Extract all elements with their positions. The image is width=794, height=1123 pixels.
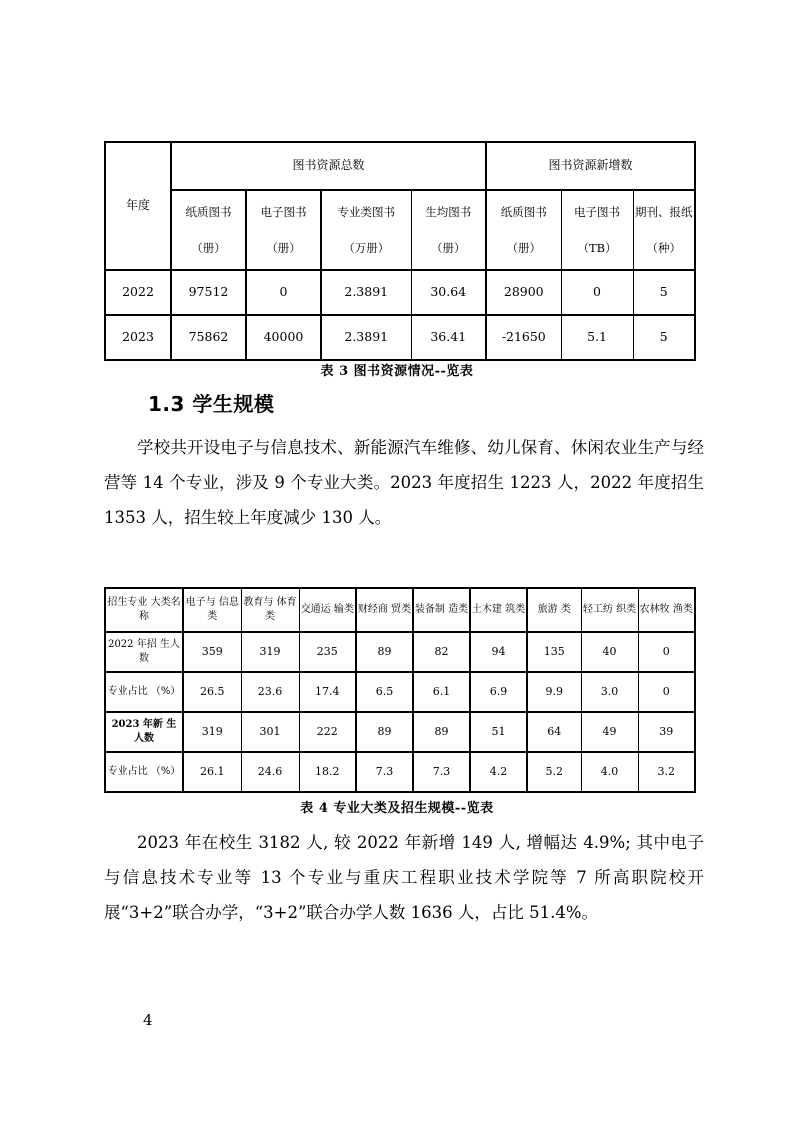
section-heading-1-3: 1.3 学生规模: [148, 392, 275, 416]
header-col-textile: [581, 588, 638, 632]
cell-value: 36.41: [411, 315, 486, 360]
header-col-education: [241, 588, 299, 632]
header-label: 纸质图书: [185, 204, 232, 219]
cell-value: -21650: [486, 315, 561, 360]
cell-value: 89: [356, 632, 413, 672]
row-label-2023-percent: [105, 752, 183, 792]
cell-value: 17.4: [299, 672, 356, 712]
header-label-line1: 电子与: [185, 596, 216, 608]
table-row: [105, 752, 695, 792]
major-categories-table: [104, 587, 696, 793]
cell-year: 2023: [105, 315, 171, 360]
cell-value: 3.0: [581, 672, 638, 712]
cell-year: 2022: [105, 270, 171, 315]
header-label-line2: 输类: [333, 603, 354, 615]
cell-value: 75862: [171, 315, 246, 360]
header-label: 期刊、报纸: [635, 204, 693, 219]
row-label-line1: 专业占比: [107, 765, 148, 777]
cell-value: 5.2: [527, 752, 581, 792]
header-unit: （TB）: [577, 240, 617, 255]
cell-value: 89: [356, 712, 413, 752]
header-label-line1: 教育与: [243, 596, 274, 608]
header-label-line2: 大类名称: [139, 596, 181, 622]
table-3-caption: 表 3 图书资源情况--览表: [320, 364, 474, 379]
row-label-line1: 2023 年新: [111, 718, 163, 730]
cell-value: 26.1: [183, 752, 241, 792]
cell-value: 4.0: [581, 752, 638, 792]
cell-value: 5: [633, 315, 695, 360]
cell-value: 3.2: [638, 752, 695, 792]
header-col-equipment: [413, 588, 470, 632]
header-label-line1: 交通运: [300, 603, 331, 615]
header-unit: （万册）: [343, 240, 390, 255]
header-label-line2: 贸类: [391, 603, 412, 615]
cell-value: 6.5: [356, 672, 413, 712]
cell-value: 51: [470, 712, 527, 752]
cell-value: 2.3891: [321, 315, 411, 360]
cell-value: 6.9: [470, 672, 527, 712]
header-label-line2: 渔类: [672, 603, 693, 615]
cell-value: 97512: [171, 270, 246, 315]
table-subheader-row: [105, 190, 695, 270]
paragraph-student-scale-intro: 学校共开设电子与信息技术、新能源汽车维修、幼儿保育、休闲农业生产与经营等 14 个专业，涉及 9 个专业大类。2023 年度招生 1223 人，2022 年度招生 1353 人，招生较上年度减少 130 人。: [104, 438, 704, 527]
header-col-tourism: [527, 588, 581, 632]
cell-value: 222: [299, 712, 356, 752]
table-4-caption: 表 4 专业大类及招生规模--览表: [300, 801, 494, 816]
header-label-line1: 轻工纺: [582, 603, 613, 615]
row-label-line2: 生人数: [134, 718, 177, 744]
header-major-category: [105, 588, 183, 632]
header-col-finance: [356, 588, 413, 632]
cell-value: 0: [246, 270, 321, 315]
cell-value: 30.64: [411, 270, 486, 315]
header-ebooks: [246, 190, 321, 270]
cell-value: 0: [638, 632, 695, 672]
table-header-row: [105, 588, 695, 632]
cell-value: 39: [638, 712, 695, 752]
paragraph-enrollment-summary: 2023 年在校生 3182 人, 较 2022 年新增 149 人, 增幅达 4.9%; 其中电子与信息技术专业等 13 个专业与重庆工程职业技术学院等 7 所高职院校开展“3+2”联合办学，“3+2”联合办学人数 1636 人，占比 51.4%。: [104, 833, 704, 922]
header-label-line2: 体育类: [265, 596, 297, 622]
table-row: [105, 712, 695, 752]
header-unit: （册）: [431, 240, 466, 255]
header-paper-books: [171, 190, 246, 270]
table-row: [105, 270, 695, 315]
header-unit: （册）: [266, 240, 301, 255]
header-label: 电子图书: [260, 204, 307, 219]
cell-value: 301: [241, 712, 299, 752]
cell-value: 359: [183, 632, 241, 672]
cell-value: 24.6: [241, 752, 299, 792]
header-label: 纸质图书: [500, 204, 547, 219]
row-label-2022-percent: [105, 672, 183, 712]
table-group-header-row: [105, 142, 695, 190]
header-periodicals: [633, 190, 695, 270]
cell-value: 6.1: [413, 672, 470, 712]
header-col-agriculture: [638, 588, 695, 632]
header-new-ebooks: [561, 190, 633, 270]
header-label: 电子图书: [574, 204, 621, 219]
row-label-2023-enrollment: [105, 712, 183, 752]
header-unit: （册）: [191, 240, 226, 255]
table-row: [105, 632, 695, 672]
header-label-line1: 旅游: [537, 603, 558, 615]
header-new-paper-books: [486, 190, 561, 270]
cell-value: 23.6: [241, 672, 299, 712]
cell-value: 82: [413, 632, 470, 672]
cell-value: 0: [638, 672, 695, 712]
header-label-line2: 造类: [448, 603, 469, 615]
cell-value: 7.3: [356, 752, 413, 792]
header-unit: （册）: [506, 240, 542, 255]
header-unit: （种）: [646, 240, 682, 255]
cell-value: 18.2: [299, 752, 356, 792]
row-label-line2: （%）: [150, 685, 181, 697]
cell-value: 94: [470, 632, 527, 672]
header-label-line1: 装备制: [414, 603, 445, 615]
header-col-transport: [299, 588, 356, 632]
table-row: [105, 672, 695, 712]
header-col-electronics: [183, 588, 241, 632]
header-label-line2: 类: [560, 603, 571, 615]
header-label-line2: 织类: [616, 603, 637, 615]
cell-value: 5.1: [561, 315, 633, 360]
row-label-line2: 生人数: [139, 638, 180, 664]
header-label-line1: 农林牧: [639, 603, 670, 615]
cell-value: 28900: [486, 270, 561, 315]
header-group-total: 图书资源总数: [171, 142, 486, 190]
table-row: [105, 315, 695, 360]
cell-value: 0: [561, 270, 633, 315]
header-label: 生均图书: [425, 204, 472, 219]
row-label-line1: 专业占比: [107, 685, 148, 697]
cell-value: 319: [241, 632, 299, 672]
cell-value: 4.2: [470, 752, 527, 792]
cell-value: 49: [581, 712, 638, 752]
row-label-line2: （%）: [150, 765, 181, 777]
book-resources-table: [104, 141, 696, 361]
header-label-line1: 财经商: [357, 603, 388, 615]
header-books-per-student: [411, 190, 486, 270]
header-label-line1: 招生专业: [107, 596, 148, 608]
header-professional-books: [321, 190, 411, 270]
cell-value: 319: [183, 712, 241, 752]
cell-value: 235: [299, 632, 356, 672]
header-label-line1: 土木建: [471, 603, 502, 615]
cell-value: 40000: [246, 315, 321, 360]
header-col-construction: [470, 588, 527, 632]
cell-value: 40: [581, 632, 638, 672]
cell-value: 9.9: [527, 672, 581, 712]
cell-value: 5: [633, 270, 695, 315]
header-label: 专业类图书: [337, 204, 395, 219]
header-group-new: 图书资源新增数: [486, 142, 695, 190]
cell-value: 7.3: [413, 752, 470, 792]
cell-value: 135: [527, 632, 581, 672]
row-label-line1: 2022 年招: [108, 638, 157, 650]
header-label-line2: 筑类: [505, 603, 526, 615]
header-label-line2: 信息类: [207, 596, 239, 622]
cell-value: 89: [413, 712, 470, 752]
cell-value: 26.5: [183, 672, 241, 712]
row-label-2022-enrollment: [105, 632, 183, 672]
cell-value: 64: [527, 712, 581, 752]
header-year: 年度: [105, 142, 171, 270]
cell-value: 2.3891: [321, 270, 411, 315]
page-number: 4: [143, 1011, 153, 1029]
